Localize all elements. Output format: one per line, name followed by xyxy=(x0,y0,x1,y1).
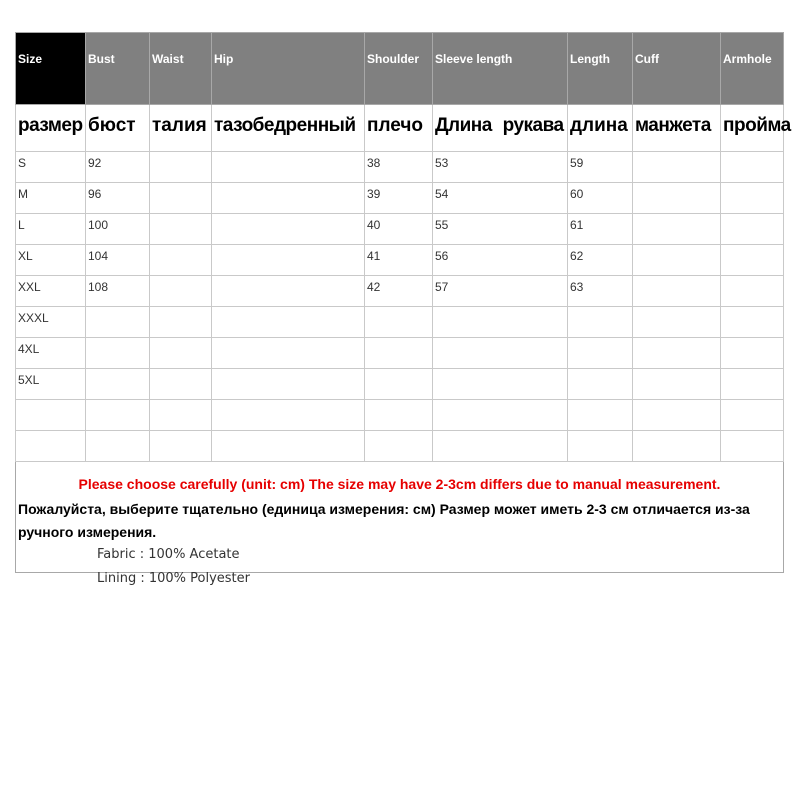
table-cell xyxy=(16,400,86,431)
table-cell: 55 xyxy=(433,214,568,245)
header-cell: Size xyxy=(16,33,86,105)
table-cell xyxy=(721,152,784,183)
table-cell xyxy=(150,245,212,276)
table-cell xyxy=(721,183,784,214)
table-cell xyxy=(212,214,365,245)
header-cell-ru: Длина рукава xyxy=(433,105,568,152)
table-cell: 54 xyxy=(433,183,568,214)
table-cell xyxy=(365,431,433,462)
table-cell xyxy=(150,152,212,183)
table-cell: 108 xyxy=(86,276,150,307)
table-cell xyxy=(433,338,568,369)
table-cell: 104 xyxy=(86,245,150,276)
table-cell xyxy=(721,307,784,338)
table-row xyxy=(16,307,784,338)
table-cell: 100 xyxy=(86,214,150,245)
table-cell xyxy=(212,400,365,431)
table-cell xyxy=(721,400,784,431)
table-cell xyxy=(150,214,212,245)
table-cell xyxy=(86,338,150,369)
table-cell: 56 xyxy=(433,245,568,276)
table-cell xyxy=(568,431,633,462)
table-cell xyxy=(633,183,721,214)
table-cell: 40 xyxy=(365,214,433,245)
size-chart-table xyxy=(15,32,791,573)
table-cell xyxy=(433,369,568,400)
table-cell xyxy=(365,369,433,400)
table-cell xyxy=(365,400,433,431)
table-cell: 57 xyxy=(433,276,568,307)
table-cell: 60 xyxy=(568,183,633,214)
table-cell xyxy=(150,400,212,431)
table-cell xyxy=(633,369,721,400)
table-cell xyxy=(633,245,721,276)
header-row-en xyxy=(16,33,784,105)
header-cell: Cuff xyxy=(633,33,721,105)
table-cell xyxy=(568,369,633,400)
header-cell-ru: манжета xyxy=(633,105,721,152)
table-cell xyxy=(633,152,721,183)
table-cell xyxy=(633,214,721,245)
table-cell xyxy=(150,276,212,307)
table-cell: 62 xyxy=(568,245,633,276)
table-cell xyxy=(150,431,212,462)
table-cell xyxy=(721,245,784,276)
table-cell: L xyxy=(16,214,86,245)
table-cell xyxy=(721,338,784,369)
table-cell xyxy=(633,307,721,338)
table-cell xyxy=(721,369,784,400)
table-cell: 38 xyxy=(365,152,433,183)
table-cell xyxy=(212,245,365,276)
table-cell xyxy=(568,338,633,369)
table-cell: 59 xyxy=(568,152,633,183)
table-row xyxy=(16,245,784,276)
table-cell xyxy=(212,307,365,338)
table-cell xyxy=(721,276,784,307)
table-cell xyxy=(212,431,365,462)
table-row xyxy=(16,369,784,400)
table-cell xyxy=(365,338,433,369)
table-cell: XXXL xyxy=(16,307,86,338)
table-cell xyxy=(721,214,784,245)
table-row xyxy=(16,183,784,214)
table-cell: XL xyxy=(16,245,86,276)
table-row xyxy=(16,431,784,462)
lining-info: Lining : 100% Polyester xyxy=(97,571,250,586)
table-cell xyxy=(433,307,568,338)
table-row xyxy=(16,152,784,183)
table-cell xyxy=(150,183,212,214)
table-cell xyxy=(433,431,568,462)
table-cell xyxy=(212,369,365,400)
table-cell xyxy=(212,183,365,214)
table-cell xyxy=(633,276,721,307)
table-cell xyxy=(86,369,150,400)
table-cell: M xyxy=(16,183,86,214)
table-row xyxy=(16,276,784,307)
table-cell xyxy=(86,431,150,462)
table-row xyxy=(16,400,784,431)
header-cell-ru: длина xyxy=(568,105,633,152)
table-row xyxy=(16,214,784,245)
table-cell: XXL xyxy=(16,276,86,307)
fabric-info: Fabric : 100% Acetate xyxy=(97,547,240,562)
header-cell: Armhole xyxy=(721,33,784,105)
table-cell: 96 xyxy=(86,183,150,214)
table-cell: 53 xyxy=(433,152,568,183)
table-cell: 42 xyxy=(365,276,433,307)
table-cell xyxy=(16,431,86,462)
header-row-ru xyxy=(16,105,784,152)
table-cell xyxy=(212,152,365,183)
header-cell: Waist xyxy=(150,33,212,105)
table-cell xyxy=(150,338,212,369)
header-cell-ru: тазобедренный xyxy=(212,105,365,152)
header-cell-ru: плечо xyxy=(365,105,433,152)
table-row xyxy=(16,338,784,369)
table-cell xyxy=(86,400,150,431)
table-cell xyxy=(365,307,433,338)
table-cell: 39 xyxy=(365,183,433,214)
table-cell: 41 xyxy=(365,245,433,276)
header-cell-ru: талия xyxy=(150,105,212,152)
table-cell: S xyxy=(16,152,86,183)
table-cell xyxy=(150,307,212,338)
note-english: Please choose carefully (unit: cm) The size may have 2-3cm differs due to manual measurement. xyxy=(78,476,721,492)
table-cell xyxy=(633,338,721,369)
table-cell xyxy=(212,338,365,369)
header-cell: Bust xyxy=(86,33,150,105)
header-cell-ru: пройма xyxy=(721,105,784,152)
table-cell xyxy=(433,400,568,431)
header-cell: Hip xyxy=(212,33,365,105)
table-cell xyxy=(568,400,633,431)
note-russian: Пожалуйста, выберите тщательно (единица измерения: см) Размер может иметь 2-3 см отличается из-за ручного измерения. xyxy=(18,501,750,540)
header-cell: Length xyxy=(568,33,633,105)
table-cell xyxy=(86,307,150,338)
table-cell: 4XL xyxy=(16,338,86,369)
table-cell xyxy=(633,431,721,462)
table-cell: 92 xyxy=(86,152,150,183)
header-cell: Sleeve length xyxy=(433,33,568,105)
table-cell xyxy=(568,307,633,338)
table-cell xyxy=(633,400,721,431)
header-cell-ru: размер xyxy=(16,105,86,152)
header-cell-ru: бюст xyxy=(86,105,150,152)
table-cell: 63 xyxy=(568,276,633,307)
header-cell: Shoulder xyxy=(365,33,433,105)
table-cell xyxy=(150,369,212,400)
table-cell xyxy=(721,431,784,462)
table-cell: 5XL xyxy=(16,369,86,400)
table-cell: 61 xyxy=(568,214,633,245)
table-cell xyxy=(212,276,365,307)
